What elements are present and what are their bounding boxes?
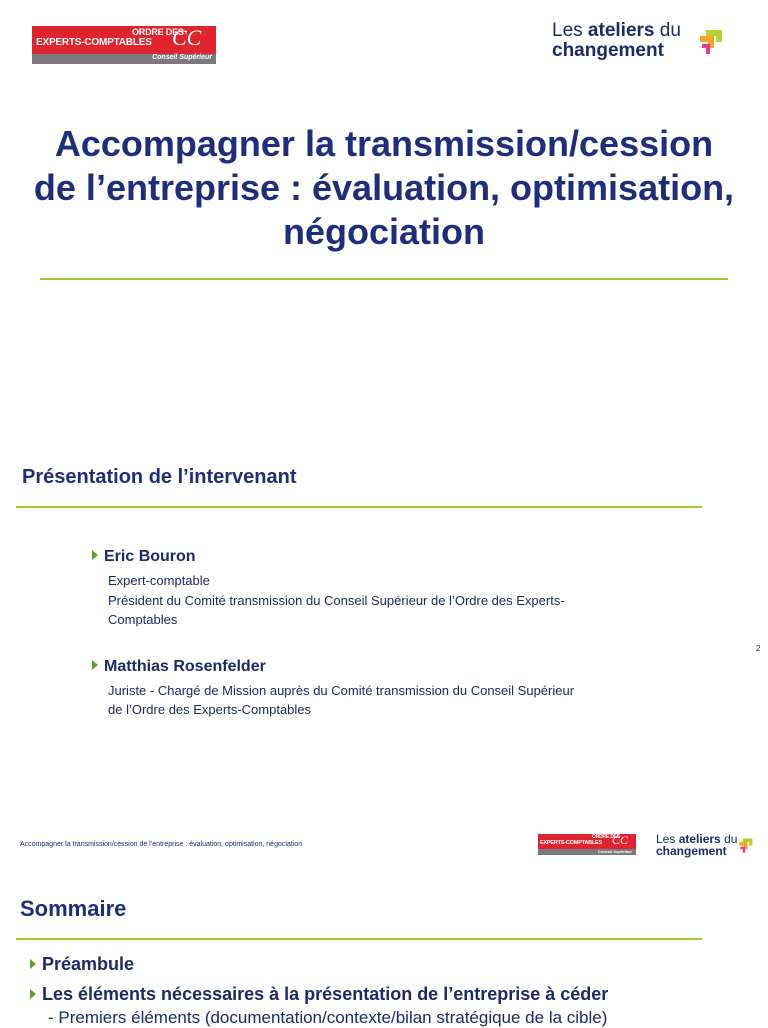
oec-cc-logo-icon: CC — [172, 25, 202, 50]
footer-title: Accompagner la transmission/cession de l’entreprise : évaluation, optimisation, négociation — [20, 841, 303, 848]
ateliers-logo-small: Les ateliers du changement — [656, 832, 760, 858]
summary-item: Préambule — [30, 954, 134, 975]
speaker-section-heading: Présentation de l’intervenant — [22, 466, 297, 488]
summary-heading: Sommaire — [20, 896, 127, 921]
bullet-arrow-icon — [30, 959, 36, 969]
speaker-role: Expert-comptable — [108, 573, 210, 588]
ateliers-bold: ateliers — [587, 20, 655, 41]
oec-logo-line1: ORDRE DES — [132, 27, 184, 37]
bullet-arrow-icon — [92, 660, 98, 670]
summary-divider — [16, 938, 702, 940]
speaker-name: Matthias Rosenfelder — [92, 658, 266, 676]
oec-logo-small: ORDRE DES EXPERTS-COMPTABLES CC Conseil Supérieur — [538, 834, 636, 855]
summary-item: Les éléments nécessaires à la présentation de l’entreprise à céder — [30, 984, 608, 1005]
oec-logo — [32, 26, 216, 64]
section-divider — [16, 506, 702, 508]
title-divider — [40, 278, 728, 280]
summary-subitem: - Premiers éléments (documentation/contexte/bilan stratégique de la cible) — [48, 1008, 608, 1027]
speaker-name: Eric Bouron — [92, 548, 196, 566]
bullet-arrow-icon — [92, 550, 98, 560]
ateliers-prefix: Les — [552, 20, 583, 41]
ateliers-suffix: du — [659, 20, 681, 41]
speaker-role: Président du Comité transmission du Conseil Supérieur de l’Ordre des Experts-Comptables — [108, 593, 565, 627]
oec-cc-logo-icon: CC — [612, 833, 629, 847]
ateliers-arrow-icon — [698, 26, 728, 56]
slide-title: Accompagner la transmission/cession de l’entreprise : évaluation, optimisation, négociation — [33, 123, 735, 252]
ateliers-line2: changement — [552, 40, 664, 61]
speaker-role: Juriste - Chargé de Mission auprès du Comité transmission du Conseil Supérieur de l’Ordre des Experts-Comptables — [108, 683, 575, 717]
ateliers-logo — [552, 20, 732, 64]
oec-logo-subtitle: Conseil Supérieur — [152, 54, 212, 61]
oec-logo-line2: EXPERTS-COMPTABLES — [36, 37, 152, 48]
bullet-arrow-icon — [30, 989, 36, 999]
page-number: 2 — [756, 644, 761, 653]
ateliers-arrow-icon — [738, 836, 756, 854]
